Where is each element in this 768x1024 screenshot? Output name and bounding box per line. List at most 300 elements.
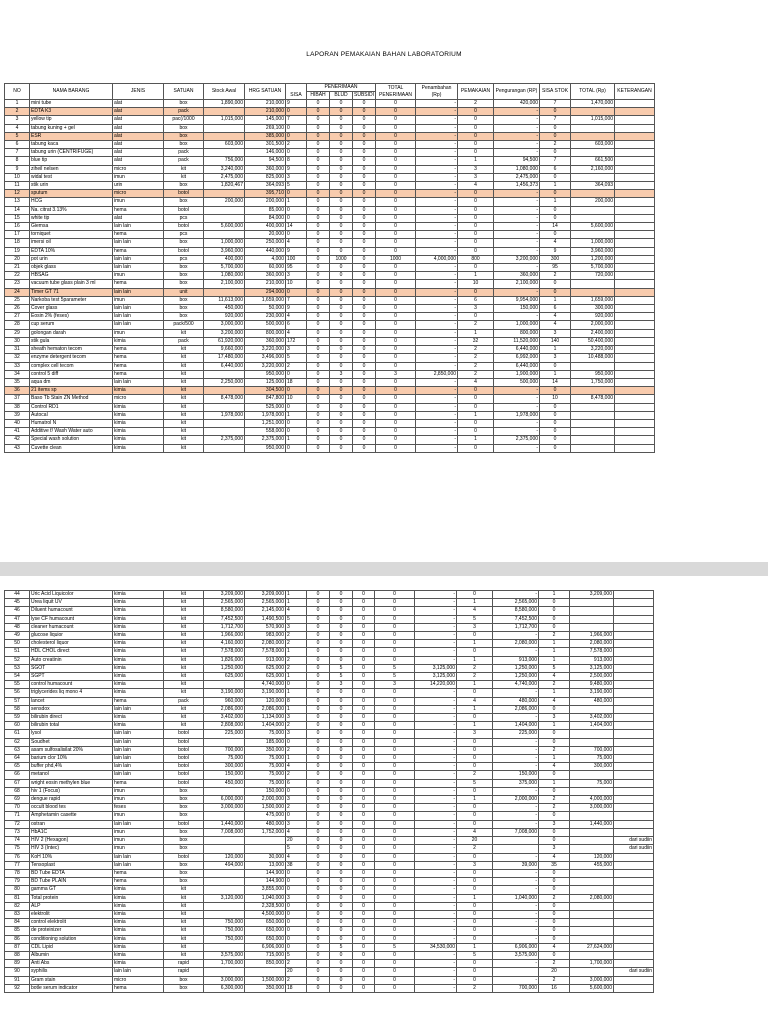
cell-pengurangan: -	[494, 124, 540, 132]
cell-pengurangan: -	[494, 395, 540, 403]
cell-hibah: 0	[307, 239, 330, 247]
cell-satuan: pack/500	[164, 321, 204, 329]
cell-sisa: 1	[286, 591, 307, 599]
cell-blud: 0	[330, 796, 353, 804]
cell-nama-barang: HbA1C	[30, 828, 113, 836]
cell-hibah: 0	[307, 247, 330, 255]
cell-penambahan: -	[415, 599, 457, 607]
cell-total-penerimaan: 0	[375, 640, 415, 648]
cell-total-penerimaan: 0	[375, 755, 415, 763]
cell-total: 720,000	[571, 272, 615, 280]
cell-stock-awal: 9,660,000	[204, 346, 245, 354]
cell-nama-barang: 21 items sp	[30, 387, 113, 395]
table-row	[5, 239, 655, 247]
cell-keterangan	[615, 264, 655, 272]
cell-total-penerimaan: 0	[376, 313, 416, 321]
cell-satuan: kit	[164, 705, 204, 713]
cell-penambahan: -	[416, 264, 458, 272]
cell-nama-barang: Giemsa	[30, 223, 113, 231]
cell-total: 1,750,000	[571, 378, 615, 386]
cell-total	[570, 968, 614, 976]
cell-hibah: 0	[307, 722, 330, 730]
cell-keterangan	[614, 656, 654, 664]
cell-pemakaian: 3	[458, 173, 494, 181]
cell-penambahan: -	[415, 697, 457, 705]
cell-hibah: 0	[307, 157, 330, 165]
cell-nama-barang: lyse CF humacount	[30, 615, 113, 623]
cell-hrg-satuan: 210,000	[245, 100, 286, 108]
cell-hibah: 0	[307, 305, 330, 313]
cell-pemakaian: 0	[458, 132, 494, 140]
cell-sisa-stok: 0	[539, 623, 570, 631]
cell-no: 80	[5, 886, 30, 894]
cell-sisa-stok: 2	[539, 894, 570, 902]
cell-total	[570, 607, 614, 615]
cell-blud: 0	[330, 198, 353, 206]
cell-pengurangan: 7,452,500	[493, 615, 539, 623]
cell-satuan: botol	[164, 247, 204, 255]
cell-sisa-stok: 0	[539, 705, 570, 713]
table-row	[5, 247, 655, 255]
cell-keterangan	[614, 648, 654, 656]
cell-stock-awal: 3,209,000	[204, 591, 245, 599]
cell-jenis: imun	[113, 198, 164, 206]
cell-pengurangan: -	[493, 755, 539, 763]
cell-blud: 0	[330, 861, 353, 869]
cell-stock-awal: 1,826,000	[204, 656, 245, 664]
cell-blud: 0	[330, 411, 353, 419]
cell-satuan: kit	[164, 403, 204, 411]
cell-sisa-stok: 1	[539, 656, 570, 664]
cell-hrg-satuan: 85,000	[245, 206, 286, 214]
cell-jenis: alat	[113, 108, 164, 116]
cell-total-penerimaan: 0	[375, 689, 415, 697]
cell-penambahan: -	[415, 607, 457, 615]
cell-keterangan	[615, 223, 655, 231]
cell-jenis: micro	[113, 165, 164, 173]
cell-satuan: kit	[164, 664, 204, 672]
cell-nama-barang: HDL CHOL direct	[30, 648, 113, 656]
cell-hrg-satuan: 650,000	[245, 927, 286, 935]
cell-blud: 0	[330, 296, 353, 304]
cell-no: 87	[5, 943, 30, 951]
cell-total-penerimaan: 0	[376, 100, 416, 108]
cell-satuan: kit	[164, 910, 204, 918]
cell-nama-barang: gamma GT	[30, 886, 113, 894]
cell-no: 71	[5, 812, 30, 820]
cell-blud: 3	[330, 681, 353, 689]
cell-sisa: 1	[286, 648, 307, 656]
cell-keterangan	[614, 623, 654, 631]
cell-subsidi: 0	[353, 689, 375, 697]
cell-hrg-satuan: 30,000	[245, 853, 286, 861]
cell-nama-barang: HIV 2 (Hexagon)	[30, 837, 113, 845]
cell-keterangan	[614, 607, 654, 615]
cell-hibah: 0	[307, 738, 330, 746]
cell-penambahan: -	[416, 411, 458, 419]
cell-jenis: lain lain	[113, 239, 164, 247]
cell-nama-barang: barium clor 10%	[30, 755, 113, 763]
table-row	[5, 632, 654, 640]
cell-pemakaian: 0	[457, 648, 493, 656]
cell-jenis: micro	[113, 395, 164, 403]
cell-satuan: pack	[164, 157, 204, 165]
cell-jenis: hema	[113, 779, 164, 787]
cell-no: 78	[5, 869, 30, 877]
cell-satuan: botol	[164, 820, 204, 828]
cell-pengurangan: 3,575,000	[493, 951, 539, 959]
cell-jenis: hema	[113, 878, 164, 886]
cell-keterangan	[614, 746, 654, 754]
cell-penambahan: -	[416, 395, 458, 403]
table-row	[5, 231, 655, 239]
cell-no: 25	[5, 296, 30, 304]
cell-stock-awal	[204, 681, 245, 689]
cell-pemakaian: 0	[457, 787, 493, 795]
cell-satuan: kit	[164, 395, 204, 403]
cell-sisa: 0	[286, 902, 307, 910]
cell-hibah: 0	[307, 296, 330, 304]
cell-pemakaian: 2	[458, 321, 494, 329]
cell-hibah: 0	[307, 132, 330, 140]
cell-pengurangan: 2,000,000	[493, 796, 539, 804]
cell-total: 2,400,000	[571, 329, 615, 337]
cell-blud: 0	[330, 919, 353, 927]
cell-penambahan: -	[415, 746, 457, 754]
cell-keterangan	[614, 919, 654, 927]
cell-stock-awal: 6,000,000	[204, 796, 245, 804]
cell-blud: 0	[330, 247, 353, 255]
cell-satuan: box	[164, 828, 204, 836]
cell-sisa-stok: 2	[539, 681, 570, 689]
cell-sisa-stok: 0	[539, 738, 570, 746]
cell-blud: 0	[330, 845, 353, 853]
cell-subsidi: 0	[353, 370, 376, 378]
cell-pengurangan: -	[494, 214, 540, 222]
cell-subsidi: 0	[353, 255, 376, 263]
table-row	[5, 705, 654, 713]
cell-jenis: lain lain	[113, 755, 164, 763]
cell-stock-awal: 2,475,000	[204, 173, 245, 181]
cell-satuan: box	[164, 132, 204, 140]
cell-jenis: alat	[113, 116, 164, 124]
cell-satuan: box	[164, 272, 204, 280]
cell-hrg-satuan: 210,000	[245, 280, 286, 288]
cell-blud: 0	[330, 124, 353, 132]
header-total-penerimaan: TOTAL PENERIMAAN	[376, 84, 416, 100]
cell-total-penerimaan: 0	[375, 771, 415, 779]
cell-sisa: 6	[286, 321, 307, 329]
cell-pengurangan: 150,000	[494, 305, 540, 313]
cell-total: 3,209,000	[570, 591, 614, 599]
cell-stock-awal	[204, 403, 245, 411]
cell-total: 3,402,000	[570, 714, 614, 722]
cell-blud: 0	[330, 280, 353, 288]
cell-sisa: 4	[286, 607, 307, 615]
cell-sisa-stok: 0	[539, 919, 570, 927]
cell-no: 74	[5, 837, 30, 845]
cell-keterangan	[614, 697, 654, 705]
cell-hibah: 0	[307, 623, 330, 631]
cell-nama-barang: Tensoplast	[30, 861, 113, 869]
cell-nama-barang: sheath hematon tecom	[30, 346, 113, 354]
cell-pengurangan: -	[493, 902, 539, 910]
cell-no: 75	[5, 845, 30, 853]
cell-stock-awal: 450,000	[204, 305, 245, 313]
cell-sisa: 7	[286, 296, 307, 304]
table-header-row	[5, 84, 655, 92]
cell-satuan: box	[164, 264, 204, 272]
cell-total-penerimaan: 0	[375, 935, 415, 943]
cell-keterangan	[614, 853, 654, 861]
cell-sisa-stok: 0	[539, 886, 570, 894]
cell-sisa-stok: 0	[540, 108, 571, 116]
table-row	[5, 738, 654, 746]
cell-keterangan	[615, 198, 655, 206]
cell-no: 7	[5, 149, 30, 157]
cell-pengurangan: 6,440,000	[494, 346, 540, 354]
cell-jenis: kimia	[113, 714, 164, 722]
table-row	[5, 436, 655, 444]
cell-hibah: 0	[307, 198, 330, 206]
cell-subsidi: 0	[353, 173, 376, 181]
cell-sisa-stok: 0	[539, 812, 570, 820]
header-total: TOTAL (Rp)	[571, 84, 615, 100]
cell-total-penerimaan: 0	[376, 157, 416, 165]
cell-subsidi: 0	[353, 796, 375, 804]
cell-sisa-stok: 0	[540, 419, 571, 427]
cell-no: 69	[5, 796, 30, 804]
table-row	[5, 141, 655, 149]
table-row	[5, 976, 654, 984]
cell-stock-awal: 603,000	[204, 141, 245, 149]
header-hrg-satuan: HRG SATUAN	[245, 84, 286, 100]
cell-subsidi: 0	[353, 632, 375, 640]
cell-pemakaian: 10	[458, 280, 494, 288]
cell-sisa: 3	[286, 730, 307, 738]
table-row	[5, 337, 655, 345]
cell-penambahan: -	[416, 124, 458, 132]
cell-total: 1,015,000	[571, 116, 615, 124]
cell-blud: 0	[330, 623, 353, 631]
cell-total: 1,200,000	[571, 255, 615, 263]
cell-nama-barang: torniquet	[30, 231, 113, 239]
cell-nama-barang: Gram stain	[30, 976, 113, 984]
cell-sisa: 4	[286, 239, 307, 247]
cell-pengurangan: -	[494, 264, 540, 272]
cell-penambahan: -	[415, 648, 457, 656]
cell-hibah: 0	[307, 837, 330, 845]
table-row	[5, 411, 655, 419]
cell-keterangan	[615, 321, 655, 329]
cell-hrg-satuan: 950,000	[245, 370, 286, 378]
cell-sisa: 1	[286, 755, 307, 763]
cell-total-penerimaan: 0	[376, 444, 416, 452]
cell-sisa: 95	[286, 264, 307, 272]
cell-hibah: 0	[307, 812, 330, 820]
cell-penambahan: -	[415, 722, 457, 730]
cell-sisa-stok: 0	[539, 615, 570, 623]
cell-hrg-satuan: 4,500,000	[245, 910, 286, 918]
cell-subsidi: 0	[353, 714, 375, 722]
cell-total-penerimaan: 0	[375, 615, 415, 623]
cell-total-penerimaan: 0	[375, 623, 415, 631]
cell-keterangan	[615, 378, 655, 386]
cell-keterangan	[615, 149, 655, 157]
cell-sisa: 4	[286, 313, 307, 321]
cell-subsidi: 0	[353, 886, 375, 894]
cell-blud: 0	[330, 206, 353, 214]
cell-pengurangan: 2,475,000	[494, 173, 540, 181]
cell-total	[570, 927, 614, 935]
cell-blud: 0	[330, 100, 353, 108]
cell-blud: 0	[330, 362, 353, 370]
cell-stock-awal	[204, 968, 245, 976]
cell-hrg-satuan: 1,500,000	[245, 976, 286, 984]
cell-sisa-stok: 0	[540, 444, 571, 452]
cell-sisa-stok: 3	[539, 820, 570, 828]
cell-hibah: 0	[307, 771, 330, 779]
cell-keterangan	[615, 305, 655, 313]
cell-total	[570, 910, 614, 918]
cell-hibah: 0	[307, 779, 330, 787]
cell-sisa: 3	[286, 173, 307, 181]
cell-hibah: 0	[307, 362, 330, 370]
cell-keterangan	[615, 403, 655, 411]
cell-penambahan: -	[416, 280, 458, 288]
table-row	[5, 935, 654, 943]
cell-blud: 5	[330, 664, 353, 672]
cell-subsidi: 0	[353, 165, 376, 173]
cell-hrg-satuan: 360,000	[245, 337, 286, 345]
cell-sisa-stok: 3	[539, 845, 570, 853]
table-row	[5, 615, 654, 623]
cell-nama-barang: Special wash solution	[30, 436, 113, 444]
cell-blud: 0	[330, 607, 353, 615]
cell-blud: 0	[330, 288, 353, 296]
cell-no: 90	[5, 968, 30, 976]
cell-hibah: 0	[307, 869, 330, 877]
cell-penambahan: -	[415, 828, 457, 836]
cell-penambahan: -	[415, 779, 457, 787]
table-row	[5, 763, 654, 771]
cell-stock-awal: 1,700,000	[204, 960, 245, 968]
cell-sisa: 2	[286, 722, 307, 730]
cell-no: 48	[5, 623, 30, 631]
cell-pemakaian: 0	[457, 960, 493, 968]
cell-total: 455,000	[570, 861, 614, 869]
cell-pengurangan: 913,000	[493, 656, 539, 664]
cell-subsidi: 0	[353, 755, 375, 763]
cell-sisa: 9	[286, 247, 307, 255]
table-row	[5, 255, 655, 263]
cell-sisa: 0	[286, 919, 307, 927]
cell-hrg-satuan: 1,134,000	[245, 714, 286, 722]
cell-no: 57	[5, 697, 30, 705]
cell-satuan: kit	[164, 411, 204, 419]
cell-total-penerimaan: 5	[375, 664, 415, 672]
cell-sisa: 0	[286, 943, 307, 951]
cell-subsidi: 0	[353, 919, 375, 927]
cell-sisa-stok: 0	[539, 869, 570, 877]
cell-sisa: 1	[286, 599, 307, 607]
cell-hibah: 0	[307, 141, 330, 149]
cell-penambahan: -	[416, 387, 458, 395]
cell-blud: 0	[330, 837, 353, 845]
cell-hibah: 0	[307, 599, 330, 607]
cell-no: 26	[5, 305, 30, 313]
cell-penambahan: -	[415, 623, 457, 631]
cell-sisa: 0	[286, 108, 307, 116]
cell-blud: 0	[330, 272, 353, 280]
cell-keterangan	[614, 894, 654, 902]
cell-satuan: box	[164, 787, 204, 795]
cell-jenis: imun	[113, 272, 164, 280]
cell-nama-barang: occult blood tes	[30, 804, 113, 812]
cell-subsidi: 0	[353, 771, 375, 779]
cell-pengurangan: 2,565,000	[493, 599, 539, 607]
cell-stock-awal: 1,250,000	[204, 664, 245, 672]
cell-sisa-stok: 4	[539, 763, 570, 771]
cell-nama-barang: cleaner humacount	[30, 623, 113, 631]
cell-nama-barang: Na. citrat 3.13%	[30, 206, 113, 214]
cell-satuan: kit	[164, 428, 204, 436]
cell-keterangan	[615, 132, 655, 140]
cell-hrg-satuan: 850,000	[245, 960, 286, 968]
cell-stock-awal: 1,966,000	[204, 632, 245, 640]
cell-sisa-stok: 1	[539, 779, 570, 787]
cell-jenis: lain lain	[113, 305, 164, 313]
cell-sisa-stok: 14	[540, 378, 571, 386]
cell-total-penerimaan: 0	[375, 812, 415, 820]
cell-no: 58	[5, 705, 30, 713]
cell-pemakaian: 0	[458, 198, 494, 206]
cell-sisa: 2	[286, 976, 307, 984]
cell-pengurangan: -	[494, 428, 540, 436]
cell-keterangan	[614, 886, 654, 894]
cell-total	[570, 935, 614, 943]
cell-pengurangan: 1,000,000	[494, 321, 540, 329]
cell-jenis: kimia	[113, 444, 164, 452]
cell-hrg-satuan: 983,000	[245, 632, 286, 640]
cell-stock-awal: 2,100,000	[204, 280, 245, 288]
cell-pengurangan: -	[493, 853, 539, 861]
cell-nama-barang: aqua dm	[30, 378, 113, 386]
cell-stock-awal: 200,000	[204, 198, 245, 206]
cell-blud: 0	[330, 714, 353, 722]
cell-no: 84	[5, 919, 30, 927]
cell-satuan: pack	[164, 697, 204, 705]
cell-no: 46	[5, 607, 30, 615]
cell-sisa: 0	[286, 927, 307, 935]
cell-no: 3	[5, 116, 30, 124]
cell-subsidi: 0	[353, 837, 375, 845]
cell-subsidi: 0	[353, 157, 376, 165]
cell-sisa-stok: 0	[540, 206, 571, 214]
cell-nama-barang: Cuvette clean	[30, 444, 113, 452]
cell-total-penerimaan: 0	[376, 190, 416, 198]
cell-total-penerimaan: 0	[376, 378, 416, 386]
cell-satuan: box	[164, 198, 204, 206]
cell-pengurangan: -	[493, 632, 539, 640]
cell-no: 33	[5, 362, 30, 370]
cell-pengurangan: -	[494, 190, 540, 198]
cell-hrg-satuan: 847,800	[245, 395, 286, 403]
cell-no: 61	[5, 730, 30, 738]
table-row	[5, 108, 655, 116]
cell-satuan: kit	[164, 648, 204, 656]
cell-pengurangan	[493, 968, 539, 976]
